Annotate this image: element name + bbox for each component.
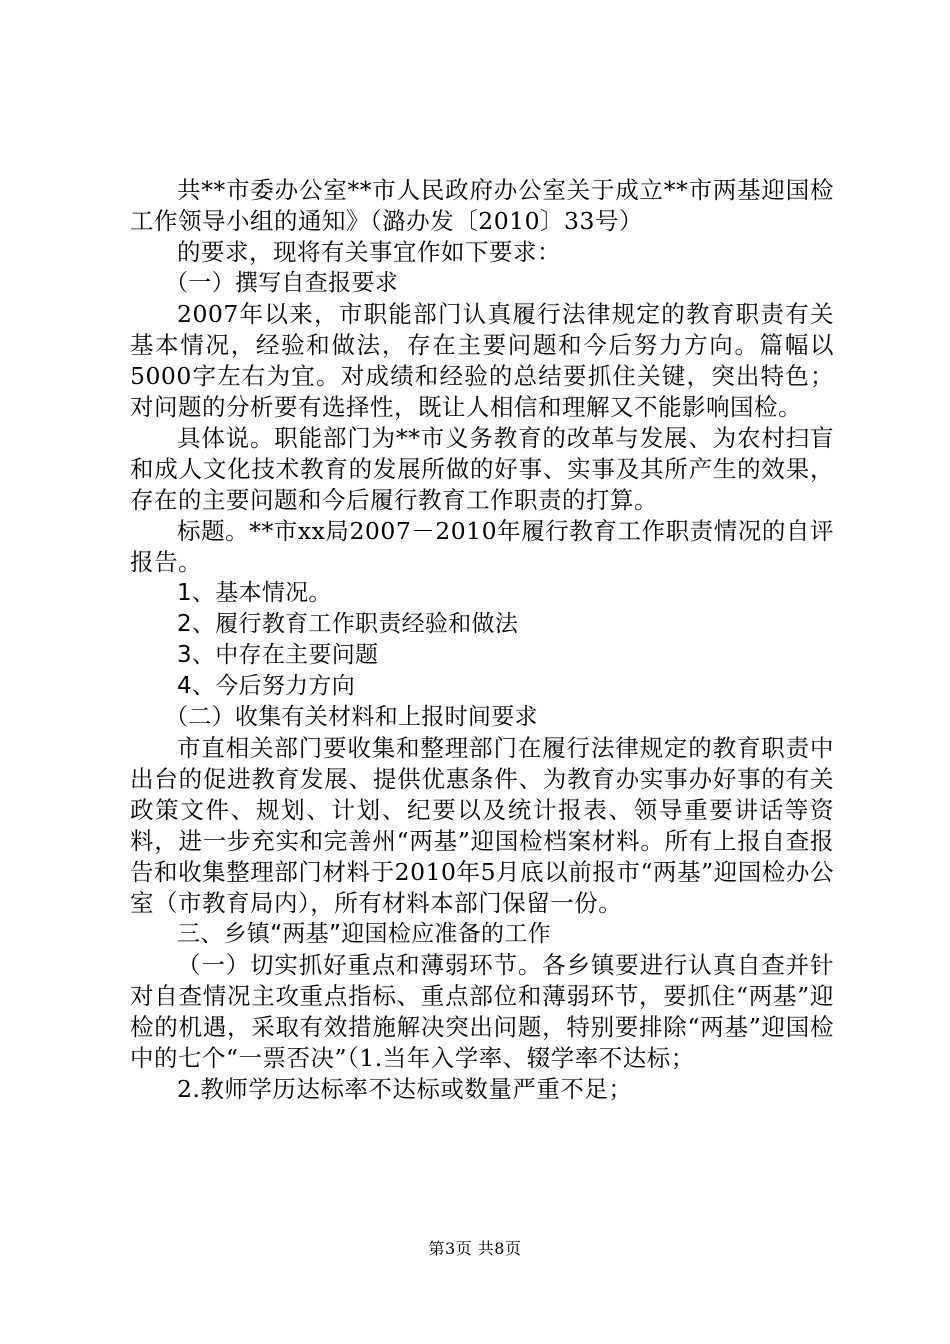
- paragraph-teachers: 2.教师学历达标率不达标或数量严重不足；: [177, 1075, 633, 1103]
- list-item: 4、今后努力方向: [177, 673, 356, 699]
- paragraph-notice: 共**市委办公室**市人民政府办公室关于成立**市两基迎国检工作领导小组的通知》（潞办发〔2010〕33号）: [130, 176, 834, 235]
- heading-materials: （二）收集有关材料和上报时间要求: [165, 704, 538, 730]
- paragraph-materials: 市直相关部门要收集和整理部门在履行法律规定的教育职责中出台的促进教育发展、提供优惠条件、为教育办实事办好事的有关政策文件、规划、计划、纪要以及统计报表、领导重要讲话等资料，进一步充实和完善州“两基”迎国检档案材料。所有上报自查报告和收集整理部门材料于2010年5月底以前报市“两基”迎国检办公室（市教育局内），所有材料本部门保留一份。: [130, 734, 834, 917]
- paragraph-since-2007: 2007年以来，市职能部门认真履行法律规定的教育职责有关基本情况，经验和做法，存在主要问题和今后努力方向。篇幅以5000字左右为宜。对成绩和经验的总结要抓住关键，突出特色；对问题的分析要有选择性，既让人相信和理解又不能影响国检。: [130, 300, 834, 421]
- page-number: 第3页 共8页: [428, 1239, 522, 1258]
- heading-towns: 三、乡镇“两基”迎国检应准备的工作: [177, 921, 551, 947]
- paragraph-specifics: 具体说。职能部门为**市义务教育的改革与发展、为农村扫盲和成人文化技术教育的发展所做的好事、实事及其所产生的效果，存在的主要问题和今后履行教育工作职责的打算。: [130, 424, 834, 514]
- list-item: 3、中存在主要问题: [177, 642, 379, 668]
- paragraph-key-links: [130, 950, 834, 1074]
- paragraph-key-links-body: 各乡镇要进行认真自查并针对自查情况主攻重点指标、重点部位和薄弱环节，要抓住“两基”迎检的机遇，采取有效措施解决突出问题，特别要排除“两基”迎国检中的七个“一票否决”（1.当年入学率、辍学率不达标；: [130, 951, 835, 1072]
- heading-self-report: （一）撰写自查报要求: [165, 270, 398, 296]
- list-item: 2、履行教育工作职责经验和做法: [177, 611, 519, 637]
- paragraph-key-links-lead: （一）切实抓好重点和薄弱环节。: [177, 951, 543, 979]
- list-item: 1、基本情况。: [177, 580, 332, 606]
- paragraph-title: 标题。**市xx局2007－2010年履行教育工作职责情况的自评报告。: [130, 517, 834, 576]
- paragraph-requirements: 的要求，现将有关事宜作如下要求：: [177, 238, 561, 266]
- document-body: [130, 175, 834, 1105]
